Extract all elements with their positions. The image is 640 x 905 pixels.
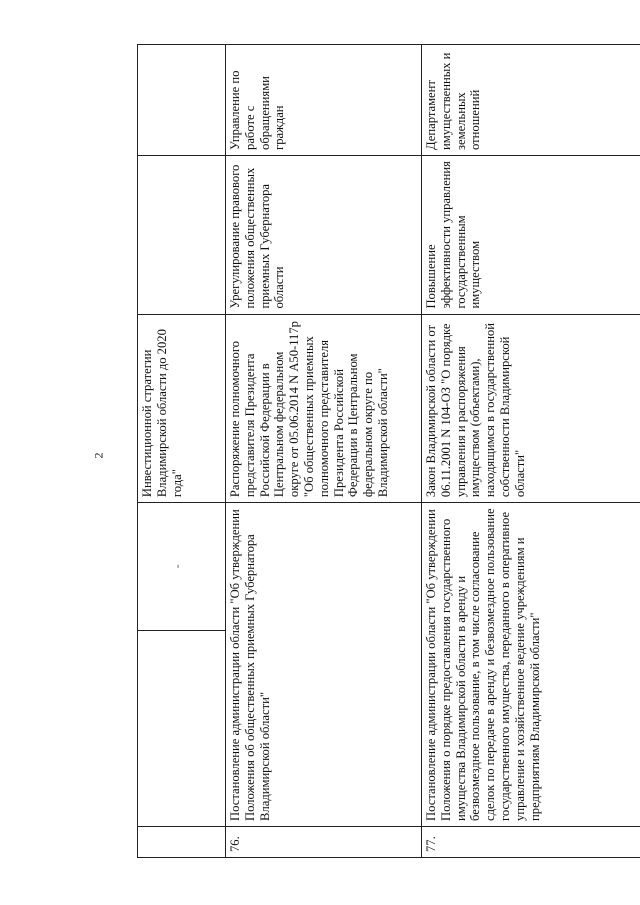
dash-mark: -: [170, 564, 184, 569]
cell-basis: Инвестиционной стратегии Владимирской области до 2020 года": [138, 314, 226, 503]
cell-document: [138, 630, 226, 826]
cell-num: 77.: [422, 826, 640, 857]
table-row: [422, 45, 640, 858]
cell-basis: Распоряжение полномочного представителя Президента Российской Федерации в Центральном федеральном округе от 05.06.2014 N А50-117р "Об общественных приемных полномочного представителя Президента Российской Федерации в Центральном федеральном округе по Владимирской области": [226, 314, 422, 503]
cell-executor: [138, 45, 226, 156]
table-row: [138, 45, 226, 858]
cell-document: Постановление администрации области "Об утверждении Положения об общественных приемных Губернатора Владимирской области": [226, 503, 422, 827]
cell-executor: Департамент имущественных и земельных отношений: [422, 45, 640, 156]
cell-mark: [138, 503, 226, 631]
plan-table: [137, 44, 640, 858]
cell-basis: Закон Владимирской области от 06.11.2001 N 104-ОЗ "О порядке управления и распоряжения имуществом (объектами), находящимся в государственной собственности Владимирской области": [422, 314, 640, 503]
cell-num: [138, 826, 226, 857]
page-number: 2: [91, 452, 106, 459]
cell-num: 76.: [226, 826, 422, 857]
cell-goal: Повышение эффективности управления государственным имуществом: [422, 155, 640, 314]
cell-goal: [138, 155, 226, 314]
cell-goal: Урегулирование правового положения общественных приемных Губернатора области: [226, 155, 422, 314]
table-row: [226, 45, 422, 858]
cell-executor: Управление по работе с обращениями граждан: [226, 45, 422, 156]
cell-document: Постановление администрации области "Об утверждении Положения о порядке предоставления государственного имущества Владимирской области в аренду и безвозмездное пользование, в том числе согласование сделок по передаче в аренду и безвозмездное пользование государственного имущества, переданного в оперативное управление и хозяйственное ведение учреждениям и предприятиям Владимирской области": [422, 503, 640, 827]
